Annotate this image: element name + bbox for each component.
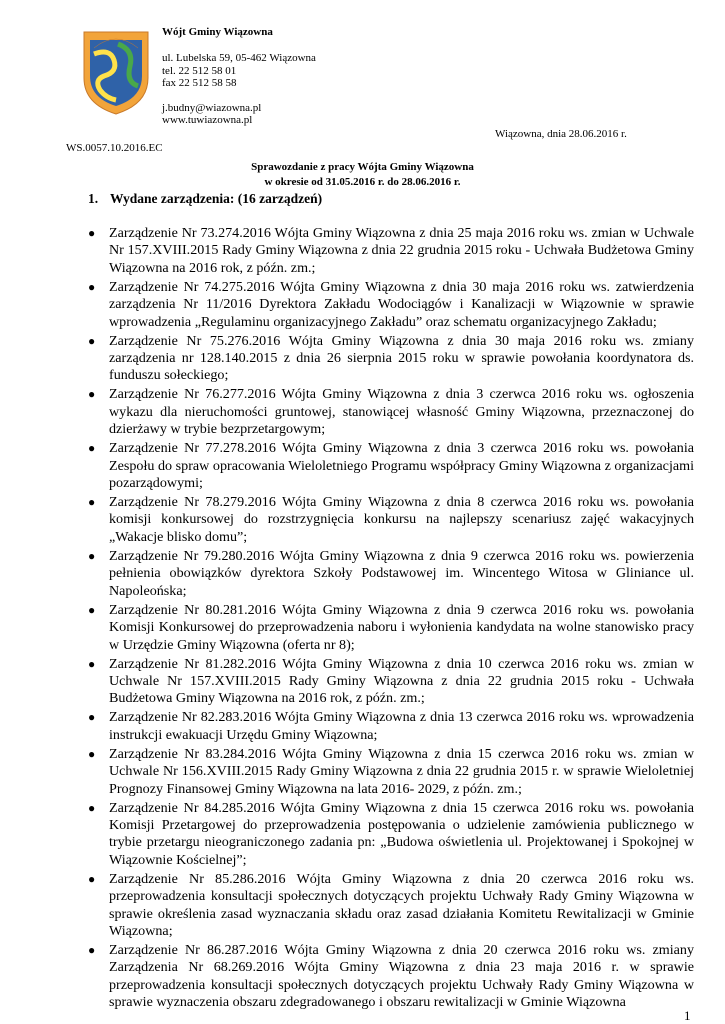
section-heading [88, 191, 322, 207]
list-item-text: Zarządzenie Nr 73.274.2016 Wójta Gminy Wiązowna z dnia 25 maja 2016 roku ws. zmian w Uchwale Nr 157.XVIII.2015 Rady Gminy Wiązowna z dnia 22 grudnia 2015 roku - Uchwała Budżetowa Gminy Wiązowna na 2016 rok, z późn. zm.; [109, 225, 694, 276]
list-item-text: Zarządzenie Nr 74.275.2016 Wójta Gminy Wiązowna z dnia 30 maja 2016 roku ws. zatwierdzenia zarządzenia Nr 11/2016 Dyrektora Zakładu Wodociągów i Kanalizacji w Wiązownie w sprawie wprowadzenia „Regulaminu organizacyjnego Zakładu” oraz schematu organizacyjnego Zakładu; [109, 278, 694, 330]
list-item-text: Zarządzenie Nr 81.282.2016 Wójta Gminy Wiązowna z dnia 10 czerwca 2016 roku ws. zmian w Uchwale Nr 157.XVIII.2015 Rady Gminy Wiązowna z dnia 22 grudnia 2015 roku - Uchwała Budżetowa Gminy Wiązowna na 2016 rok, z późn. zm.; [109, 655, 694, 707]
list-item-text: Zarządzenie Nr 76.277.2016 Wójta Gminy Wiązowna z dnia 3 czerwca 2016 roku ws. ogłoszenia wykazu dla nieruchomości gruntowej, stanowiącej własność Gminy Wiązowna, przeznaczonej do dzierżawy w trybie bezprzetargowym; [109, 386, 694, 438]
bullet-icon: ● [88, 710, 96, 725]
list-item-text: Zarządzenie Nr 79.280.2016 Wójta Gminy Wiązowna z dnia 9 czerwca 2016 roku ws. powierzenia pełnienia obowiązków dyrektora Szkoły Podstawowej im. Wincentego Witosa w Gliniance ul. Napoleońska; [109, 547, 694, 599]
list-item [88, 225, 694, 277]
list-item-text: Zarządzenie Nr 78.279.2016 Wójta Gminy Wiązowna z dnia 8 czerwca 2016 roku ws. powołania komisji konkursowej do rozstrzygnięcia konkursu na najlepszy scenariusz zajęć wakacyjnych „Wakacje blisko domu”; [109, 494, 694, 545]
ordinance-list [88, 225, 694, 1013]
page-number: 1 [684, 1008, 691, 1023]
contact-spacer [162, 90, 316, 102]
bullet-icon: ● [88, 942, 96, 957]
office-email: j.budny@wiazowna.pl [162, 101, 262, 114]
list-item [88, 800, 694, 870]
list-item [88, 871, 694, 941]
list-item-text: Zarządzenie Nr 84.285.2016 Wójta Gminy Wiązowna z dnia 15 czerwca 2016 roku ws. powołania Komisji Przetargowej do przeprowadzenia postępowania o udzielenie zamówienia publicznego w trybie przetargu nieograniczonego zadania pn: „Budowa oświetlenia ul. Projektowanej i Spokojnej w Wiązownie Kościelnej”; [109, 799, 694, 868]
bullet-icon: ● [88, 656, 96, 671]
list-item [88, 746, 694, 798]
list-item-text: Zarządzenie Nr 83.284.2016 Wójta Gminy Wiązowna z dnia 15 czerwca 2016 roku ws. zmian w Uchwale Nr 156.XVIII.2015 Rady Gminy Wiązowna z dnia 22 grudnia 2015 r. w sprawie Wieloletniej Prognozy Finansowej Gminy Wiązowna na lata 2016- 2029, z późn. zm.; [109, 745, 694, 797]
list-item [88, 548, 694, 600]
office-website: www.tuwiazowna.pl [162, 114, 253, 127]
bullet-icon: ● [88, 800, 96, 815]
list-item [88, 656, 694, 708]
section-title: Wydane zarządzenia: (16 zarządzeń) [110, 191, 323, 206]
list-item-text: Zarządzenie Nr 80.281.2016 Wójta Gminy Wiązowna z dnia 9 czerwca 2016 roku ws. powołania Komisji Konkursowej do przeprowadzenia naboru i wyłonienia kandydata na wolne stanowisko pracy w Urzędzie Gminy Wiązowna (oferta nr 8); [109, 601, 694, 653]
list-item [88, 942, 694, 1012]
list-item-text: Zarządzenie Nr 77.278.2016 Wójta Gminy Wiązowna z dnia 3 czerwca 2016 roku ws. powołania Zespołu do spraw opracowania Wieloletniego Programu współpracy Gminy Wiązowna z organizacjami pozarządowymi; [109, 440, 694, 492]
list-item [88, 333, 694, 385]
list-item [88, 279, 694, 331]
bullet-icon: ● [88, 548, 96, 563]
list-item [88, 709, 694, 744]
bullet-icon: ● [88, 226, 96, 240]
document-reference-number: WS.0057.10.2016.EC [66, 142, 163, 154]
bullet-icon: ● [88, 279, 96, 294]
list-item [88, 494, 694, 546]
office-contact-block [162, 52, 316, 127]
bullet-icon: ● [88, 871, 96, 886]
bullet-icon: ● [88, 441, 96, 456]
bullet-icon: ● [88, 602, 96, 617]
office-fax: fax 22 512 58 58 [162, 77, 237, 90]
bullet-icon: ● [88, 495, 96, 510]
office-title: Wójt Gminy Wiązowna [162, 26, 273, 38]
report-title-line-2: w okresie od 31.05.2016 r. do 28.06.2016 r. [264, 176, 461, 188]
list-item [88, 386, 694, 438]
list-item [88, 440, 694, 492]
list-item [88, 602, 694, 654]
bullet-icon: ● [88, 387, 96, 402]
list-item-text: Zarządzenie Nr 85.286.2016 Wójta Gminy Wiązowna z dnia 20 czerwca 2016 roku ws. przeprowadzenia konsultacji społecznych dotyczących projektu Uchwały Rady Gminy Wiązowna w sprawie określenia zasad wyznaczania składu oraz zasad działania Komitetu Rewitalizacji w Gminie Wiązowna; [109, 870, 694, 939]
section-number: 1. [88, 191, 99, 206]
office-address: ul. Lubelska 59, 05-462 Wiązowna [162, 52, 316, 64]
municipality-coat-of-arms-logo [80, 26, 152, 116]
document-date: Wiązowna, dnia 28.06.2016 r. [495, 128, 627, 140]
list-item-text: Zarządzenie Nr 82.283.2016 Wójta Gminy Wiązowna z dnia 13 czerwca 2016 roku ws. wprowadzenia instrukcji ewakuacji Urzędu Gminy Wiązowna; [109, 709, 694, 743]
office-phone: tel. 22 512 58 01 [162, 64, 237, 77]
list-item-text: Zarządzenie Nr 86.287.2016 Wójta Gminy Wiązowna z dnia 20 czerwca 2016 roku ws. zmiany Zarządzenia Nr 68.269.2016 Wójta Gminy Wiązowna z dnia 23 maja 2016 r. w sprawie przeprowadzenia konsultacji społecznych dotyczących projektu Uchwały Rady Gminy Wiązowna w sprawie wyznaczenia obszaru zdegradowanego i obszaru rewitalizacji w Gminie Wiązowna [109, 941, 694, 1011]
list-item-text: Zarządzenie Nr 75.276.2016 Wójta Gminy Wiązowna z dnia 30 maja 2016 roku ws. zmiany zarządzenia nr 128.140.2015 z dnia 26 sierpnia 2015 roku w sprawie powołania koordynatora ds. funduszu sołeckiego; [109, 332, 694, 384]
bullet-icon: ● [88, 333, 96, 348]
report-title-line-1: Sprawozdanie z pracy Wójta Gminy Wiązowna [251, 161, 474, 173]
bullet-icon: ● [88, 746, 96, 761]
report-title [0, 160, 725, 190]
